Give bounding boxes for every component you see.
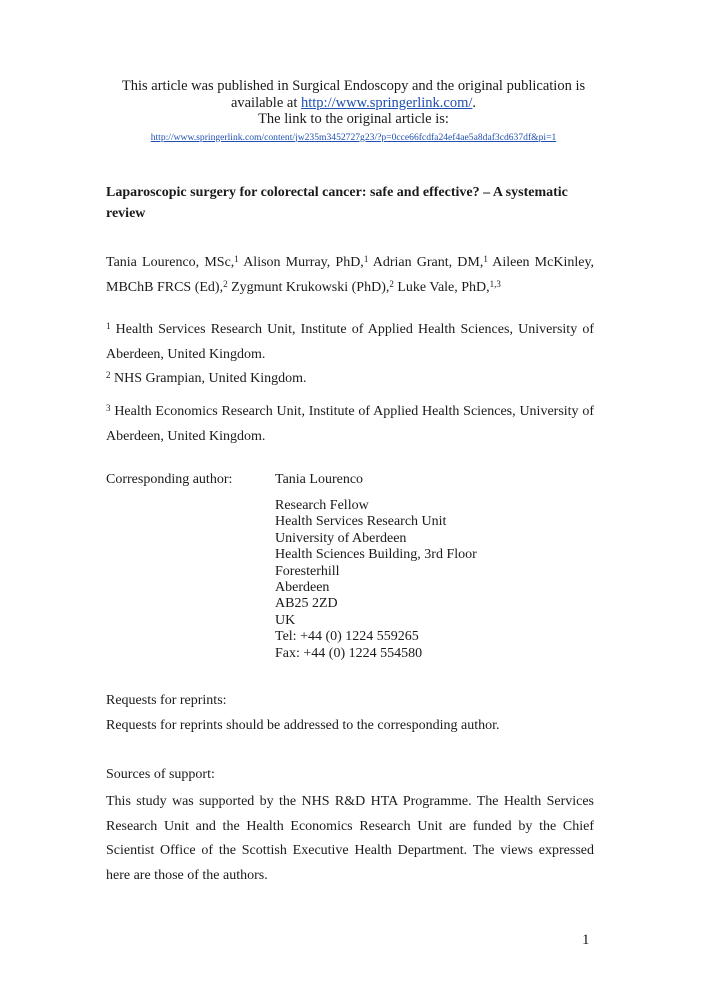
author: Zygmunt Krukowski (PhD),$^2$: [231, 278, 394, 295]
publisher-link[interactable]: http://www.springerlink.com/: [300, 94, 473, 111]
author: Aileen McKinley, MBChB FRCS (Ed),$^2$: [106, 255, 595, 295]
notice-prefix: available at: [230, 94, 301, 111]
address-line: University of Aberdeen: [275, 530, 407, 546]
address-line: Research Fellow: [275, 498, 369, 513]
affiliation: $^1$ Health Services Research Unit, Institute of Applied Health Sciences, University of Aberdeen, United Kingdom.: [106, 321, 594, 362]
support-text: This study was supported by the NHS R&D HTA Programme. The Health Services Research Unit and the Health Economics Research Unit are funded by the Chief Scientist Office of the Scottish Executive Health Department. The views expressed here are those of the authors.: [106, 794, 594, 883]
page-number: 1: [582, 932, 590, 948]
author: Luke Vale, PhD,$^{1,3}$: [397, 278, 501, 295]
affiliation: $^3$ Health Economics Research Unit, Institute of Applied Health Sciences, University of Aberdeen, United Kingdom.: [106, 403, 595, 444]
support-heading: Sources of support:: [106, 767, 215, 782]
address-line: Health Services Research Unit: [275, 514, 447, 530]
address-line: Tel: +44 (0) 1224 559265: [275, 629, 419, 645]
corresponding-name: Tania Lourenco: [275, 472, 364, 487]
notice-line-2: [0, 95, 707, 112]
author-list: [106, 251, 594, 300]
author: Alison Murray, PhD,$^1$: [243, 254, 369, 270]
reprints-text: Requests for reprints should be addressed to the corresponding author.: [106, 718, 500, 733]
affiliation: $^2$ NHS Grampian, United Kingdom.: [106, 370, 307, 386]
address-line: Health Sciences Building, 3rd Floor: [275, 547, 477, 563]
address-line: Fax: +44 (0) 1224 554580: [275, 645, 423, 661]
notice-suffix: .: [472, 94, 477, 111]
address-line: Aberdeen: [275, 580, 330, 596]
address-line: Foresterhill: [275, 563, 340, 579]
notice-line-3: The link to the original article is:: [258, 111, 449, 127]
article-link[interactable]: http://www.springerlink.com/content/jw235m3452727g23/?p=0cce66fcdfa24ef4ae5a8daf3cd637df&pi=1: [150, 131, 557, 143]
corresponding-address: [275, 498, 477, 662]
author: Adrian Grant, DM,$^1$: [372, 254, 488, 270]
address-line: UK: [275, 612, 296, 628]
reprints-heading: Requests for reprints:: [106, 693, 227, 708]
publication-notice: [0, 78, 707, 146]
corresponding-label: Corresponding author:: [106, 472, 233, 487]
author: Tania Lourenco, MSc,$^1$: [106, 254, 239, 270]
address-line: AB25 2ZD: [275, 596, 338, 612]
article-title: Laparoscopic surgery for colorectal cancer: safe and effective? – A systematic review: [106, 185, 568, 221]
notice-line-1: This article was published in Surgical Endoscopy and the original publication is: [121, 78, 586, 94]
